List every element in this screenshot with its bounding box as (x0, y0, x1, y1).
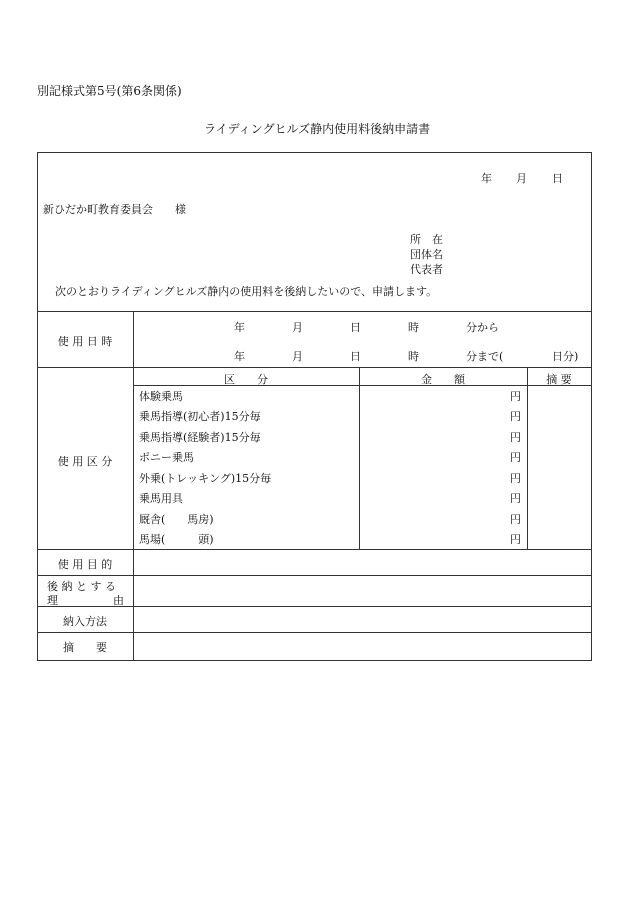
category-header-note: 摘 要 (546, 373, 572, 386)
category-item: 乗馬指導(初心者)15分毎 (139, 410, 261, 423)
category-item: ポニー乗馬 (139, 451, 194, 464)
divider-datetime (37, 367, 591, 368)
date-day: 日 (552, 172, 563, 185)
reason-label-line2a: 理 (47, 594, 58, 607)
category-item: 乗馬用具 (139, 492, 183, 505)
remarks-field[interactable] (134, 633, 590, 659)
date-month: 月 (516, 172, 527, 185)
category-item: 乗馬指導(経験者)15分毎 (139, 431, 261, 444)
category-item: 外乗(トレッキング)15分毎 (139, 472, 272, 485)
date-year: 年 (481, 172, 492, 185)
dt2-day: 日 (350, 350, 361, 363)
category-header-category: 区 分 (224, 373, 268, 386)
amount-unit: 円 (510, 513, 521, 526)
amount-unit: 円 (510, 472, 521, 485)
amount-unit: 円 (510, 492, 521, 505)
form-number: 別記様式第5号(第6条関係) (37, 84, 182, 98)
dt1-minute: 分から (466, 321, 499, 334)
remarks-label: 摘 要 (63, 641, 107, 654)
category-item: 厩舎( 馬房) (139, 513, 214, 526)
applicant-rep-label: 代表者 (410, 263, 443, 276)
dt2-year: 年 (234, 350, 245, 363)
reason-label-line2b: 由 (113, 594, 124, 607)
usage-datetime-label: 使 用 日 時 (57, 335, 113, 348)
addressee: 新ひだか町教育委員会 様 (43, 203, 186, 216)
applicant-address-label: 所 在 (410, 233, 443, 246)
purpose-field[interactable] (134, 550, 590, 575)
category-col-divider-2 (527, 367, 528, 549)
reason-field[interactable] (134, 576, 590, 606)
form-title: ライディングヒルズ静内使用料後納申請書 (204, 122, 431, 136)
dt1-day: 日 (350, 321, 361, 334)
dt2-days: 日分) (552, 350, 579, 363)
dt1-hour: 時 (408, 321, 419, 334)
payment-method-field[interactable] (134, 607, 590, 632)
dt2-month: 月 (292, 350, 303, 363)
statement: 次のとおりライディングヒルズ静内の使用料を後納したいので、申請します。 (55, 285, 438, 298)
category-col-divider-1 (359, 367, 360, 549)
dt2-hour: 時 (408, 350, 419, 363)
amount-unit: 円 (510, 431, 521, 444)
dt1-year: 年 (234, 321, 245, 334)
amount-unit: 円 (510, 410, 521, 423)
dt1-month: 月 (292, 321, 303, 334)
category-item: 馬場( 頭) (139, 533, 214, 546)
category-header-amount: 金 額 (421, 373, 465, 386)
dt2-minute: 分まで( (466, 350, 504, 363)
purpose-label: 使 用 目 的 (57, 558, 113, 571)
usage-category-label: 使 用 区 分 (57, 455, 113, 468)
amount-unit: 円 (510, 390, 521, 403)
reason-label-line1: 後 納 と す る (47, 580, 116, 593)
payment-method-label: 納入方法 (63, 615, 107, 628)
applicant-group-label: 団体名 (410, 248, 443, 261)
divider-upper (37, 311, 591, 312)
category-item: 体験乗馬 (139, 390, 183, 403)
amount-unit: 円 (510, 533, 521, 546)
amount-unit: 円 (510, 451, 521, 464)
